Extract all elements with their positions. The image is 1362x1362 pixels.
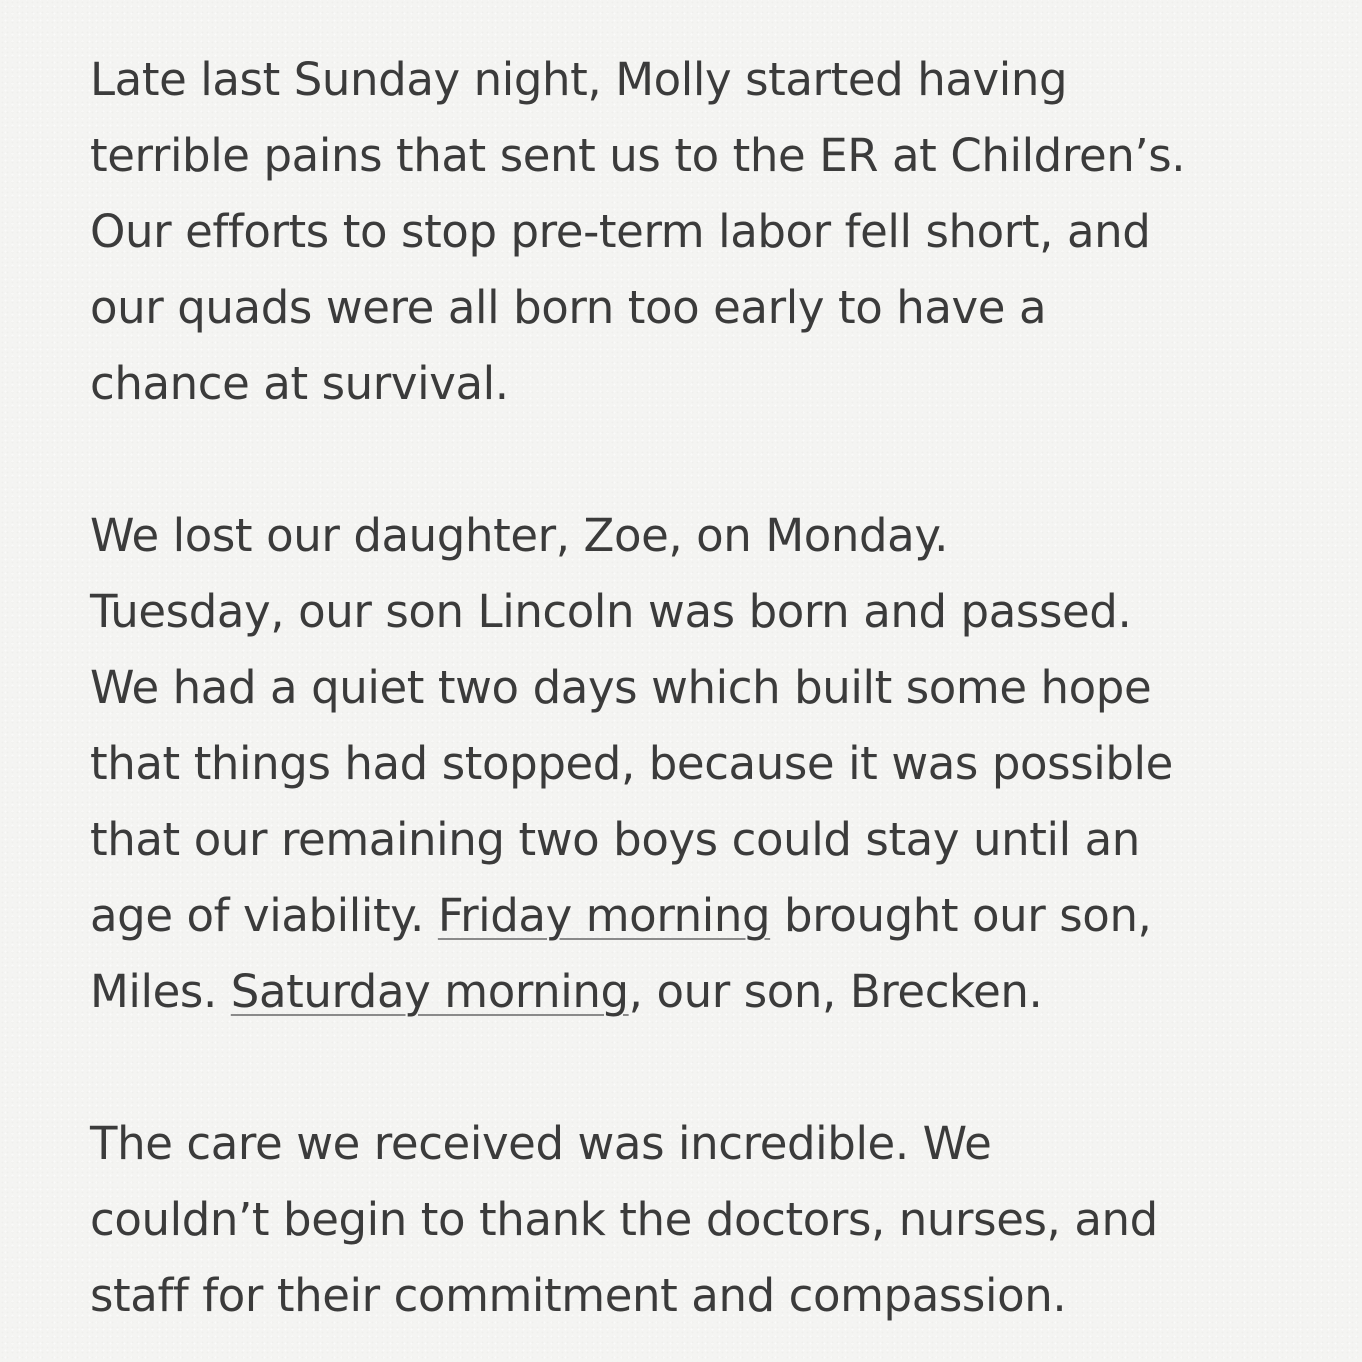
text-line: We had a quiet two days which built some hope — [90, 661, 1152, 714]
text-line: Late last Sunday night, Molly started having — [90, 53, 1068, 106]
text-segment: Miles. — [90, 965, 231, 1018]
text-line: terrible pains that sent us to the ER at Children’s. — [90, 129, 1186, 182]
text-line: We lost our daughter, Zoe, on Monday. — [90, 509, 949, 562]
text-line: our quads were all born too early to have a — [90, 281, 1047, 334]
text-line — [90, 954, 1042, 1030]
date-link-saturday-morning[interactable]: Saturday morning — [230, 965, 629, 1018]
text-line: Tuesday, our son Lincoln was born and passed. — [90, 585, 1132, 638]
text-line: that things had stopped, because it was possible — [90, 737, 1173, 790]
text-segment: age of viability. — [90, 889, 438, 942]
text-line: staff for their commitment and compassion. — [90, 1269, 1067, 1322]
text-line: couldn’t begin to thank the doctors, nurses, and — [90, 1193, 1158, 1246]
text-line: Our efforts to stop pre-term labor fell short, and — [90, 205, 1151, 258]
text-line: that our remaining two boys could stay until an — [90, 813, 1140, 866]
text-line — [90, 878, 1151, 954]
date-link-friday-morning[interactable]: Friday morning — [437, 889, 771, 942]
text-line: chance at survival. — [90, 357, 509, 410]
text-line: The care we received was incredible. We — [90, 1117, 992, 1170]
text-segment: , our son, Brecken. — [628, 965, 1043, 1018]
text-segment: brought our son, — [770, 889, 1152, 942]
